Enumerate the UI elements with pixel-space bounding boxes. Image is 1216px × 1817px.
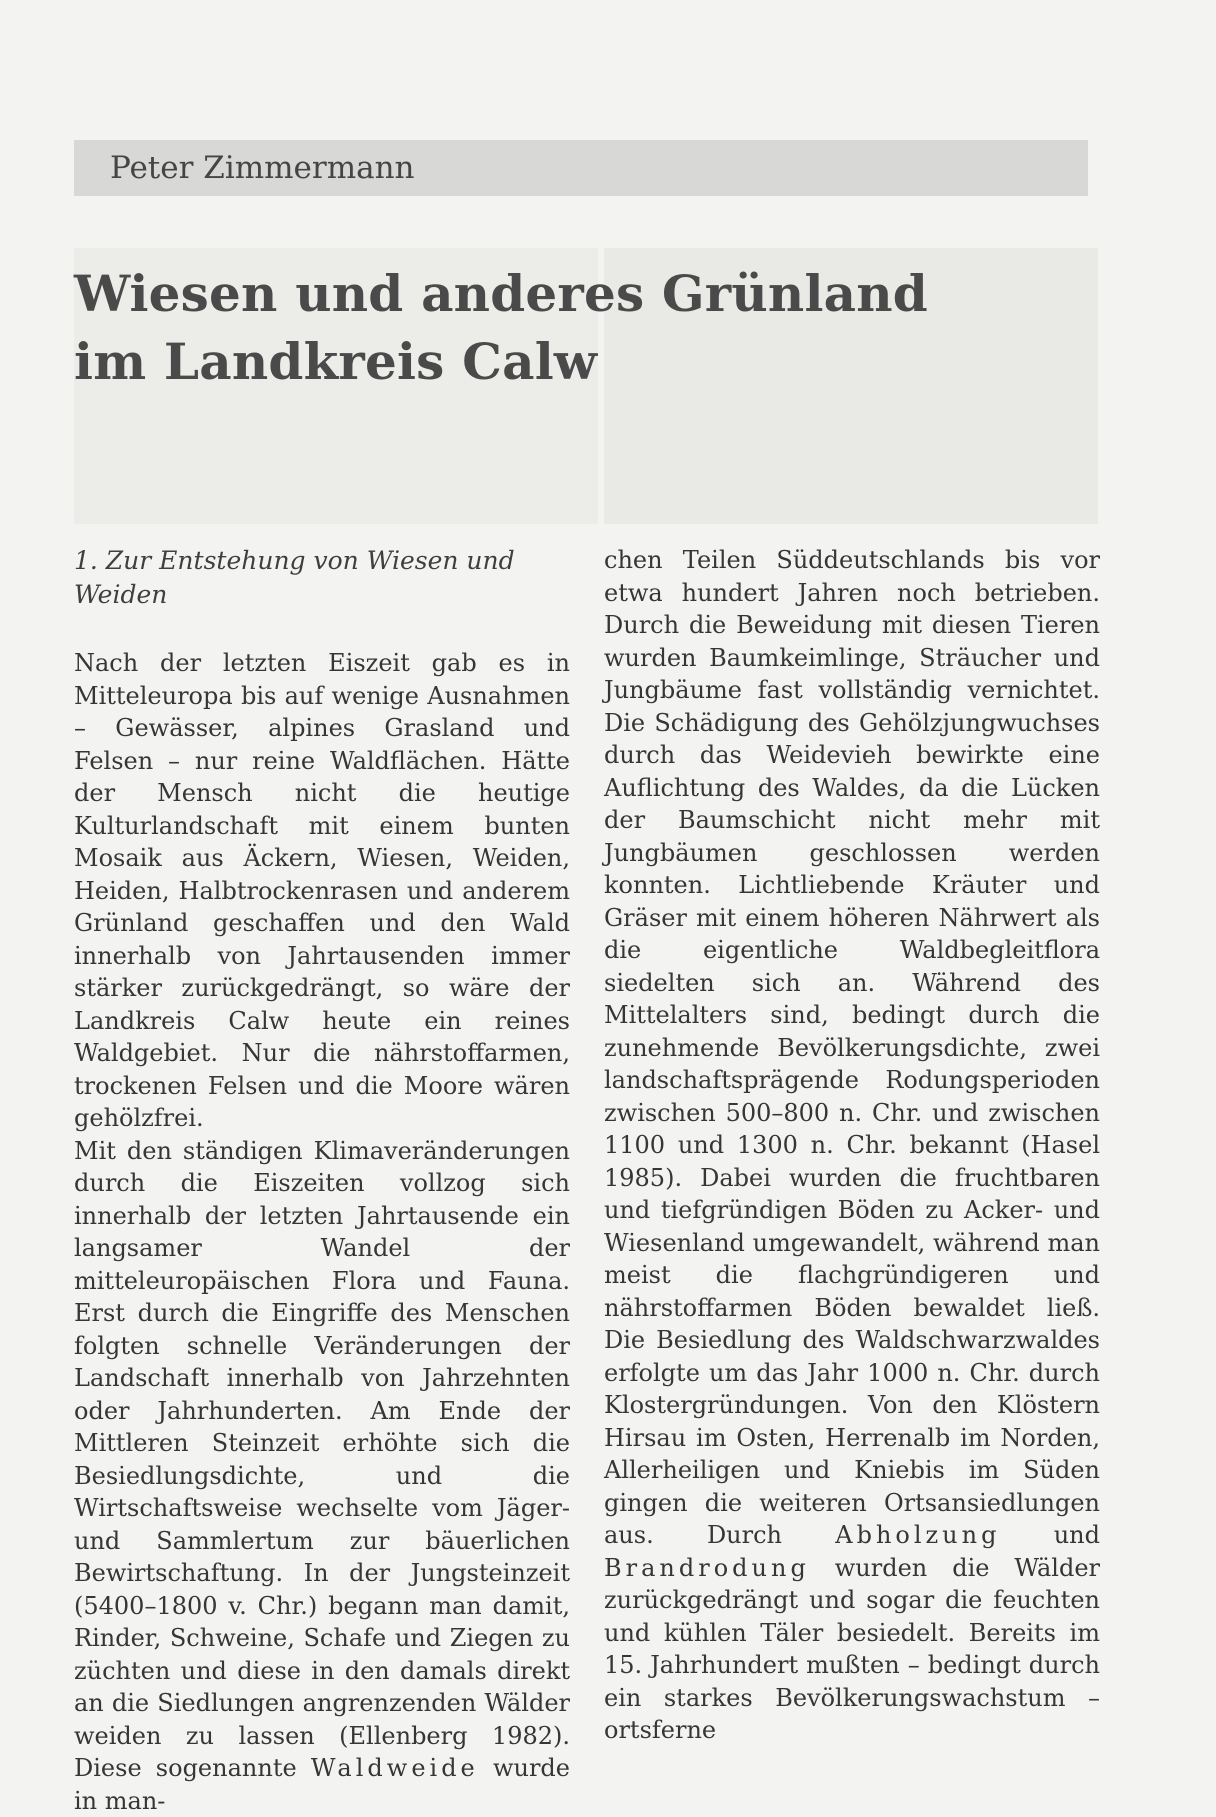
right-column: [604, 544, 1100, 1747]
right-text-and: und: [1054, 1521, 1100, 1549]
term-abholzung: Abholzung: [835, 1521, 1000, 1549]
right-column-paragraph: [604, 544, 1100, 1747]
right-text-after: wurden die Wälder zurückgedrängt und sogar die feuchten und kühlen Täler besiedelt. Bereits im 15. Jahrhundert mußten – bedingt durch ein starkes Bevölkerungswachstum – ortsferne: [604, 1554, 1100, 1745]
paragraph-2: [74, 1135, 570, 1817]
paragraph-1: Nach der letzten Eiszeit gab es in Mitteleuropa bis auf wenige Ausnahmen – Gewässer, alpines Grasland und Felsen – nur reine Waldflächen. Hätte der Mensch nicht die heutige Kulturlandschaft mit einem bunten Mosaik aus Äckern, Wiesen, Weiden, Heiden, Halbtrockenrasen und anderem Grünland geschaffen und den Wald innerhalb von Jahrtausenden immer stärker zurückgedrängt, so wäre der Landkreis Calw heute ein reines Waldgebiet. Nur die nährstoffarmen, trockenen Felsen und die Moore wären gehölzfrei.: [74, 647, 570, 1135]
article-title-line-2: im Landkreis Calw: [74, 332, 597, 391]
paragraph-2-text-after: wurde in man-: [74, 1754, 570, 1815]
term-brandrodung: Brandrodung: [604, 1554, 810, 1582]
right-text-before: chen Teilen Süddeutschlands bis vor etwa hundert Jahren noch betrieben. Durch die Beweidung mit diesen Tieren wurden Baumkeimlinge, Sträucher und Jungbäume fast vollständig vernichtet. Die Schädigung des Gehölzjungwuchses durch das Weidevieh bewirkte eine Auflichtung des Waldes, da die Lücken der Baumschicht nicht mehr mit Jungbäumen geschlossen werden konnten. Lichtliebende Kräuter und Gräser mit einem höheren Nährwert als die eigentliche Waldbegleitflora siedelten sich an. Während des Mittelalters sind, bedingt durch die zunehmende Bevölkerungsdichte, zwei landschaftsprägende Rodungsperioden zwischen 500–800 n. Chr. und zwischen 1100 und 1300 n. Chr. bekannt (Hasel 1985). Dabei wurden die fruchtbaren und tiefgründigen Böden zu Acker- und Wiesenland umgewandelt, während man meist die flachgründigeren und nährstoffarmen Böden bewaldet ließ. Die Besiedlung des Waldschwarzwaldes erfolgte um das Jahr 1000 n. Chr. durch Klostergründungen. Von den Klöstern Hirsau im Osten, Herrenalb im Norden, Allerheiligen und Kniebis im Süden gingen die weiteren Ortsansiedlungen aus. Durch: [604, 546, 1100, 1549]
section-heading: 1. Zur Entstehung von Wiesen und Weiden: [74, 544, 570, 612]
author-bar: [74, 140, 1088, 196]
left-column: [74, 544, 570, 1817]
author-name: Peter Zimmermann: [110, 150, 415, 186]
article-title-line-1: Wiesen und anderes Grünland: [74, 264, 928, 323]
paragraph-2-text-before: Mit den ständigen Klimaveränderungen durch die Eiszeiten vollzog sich innerhalb der letzten Jahrtausende ein langsamer Wandel der mitteleuropäischen Flora und Fauna. Erst durch die Eingriffe des Menschen folgten schnelle Veränderungen der Landschaft innerhalb von Jahrzehnten oder Jahrhunderten. Am Ende der Mittleren Steinzeit erhöhte sich die Besiedlungsdichte, und die Wirtschaftsweise wechselte vom Jäger- und Sammlertum zur bäuerlichen Bewirtschaftung. In der Jungsteinzeit (5400–1800 v. Chr.) begann man damit, Rinder, Schweine, Schafe und Ziegen zu züchten und diese in den damals direkt an die Siedlungen angrenzenden Wälder weiden zu lassen (Ellenberg 1982). Diese sogenannte: [74, 1137, 570, 1783]
term-waldweide: Waldweide: [311, 1754, 479, 1782]
article-title: [74, 260, 1114, 396]
